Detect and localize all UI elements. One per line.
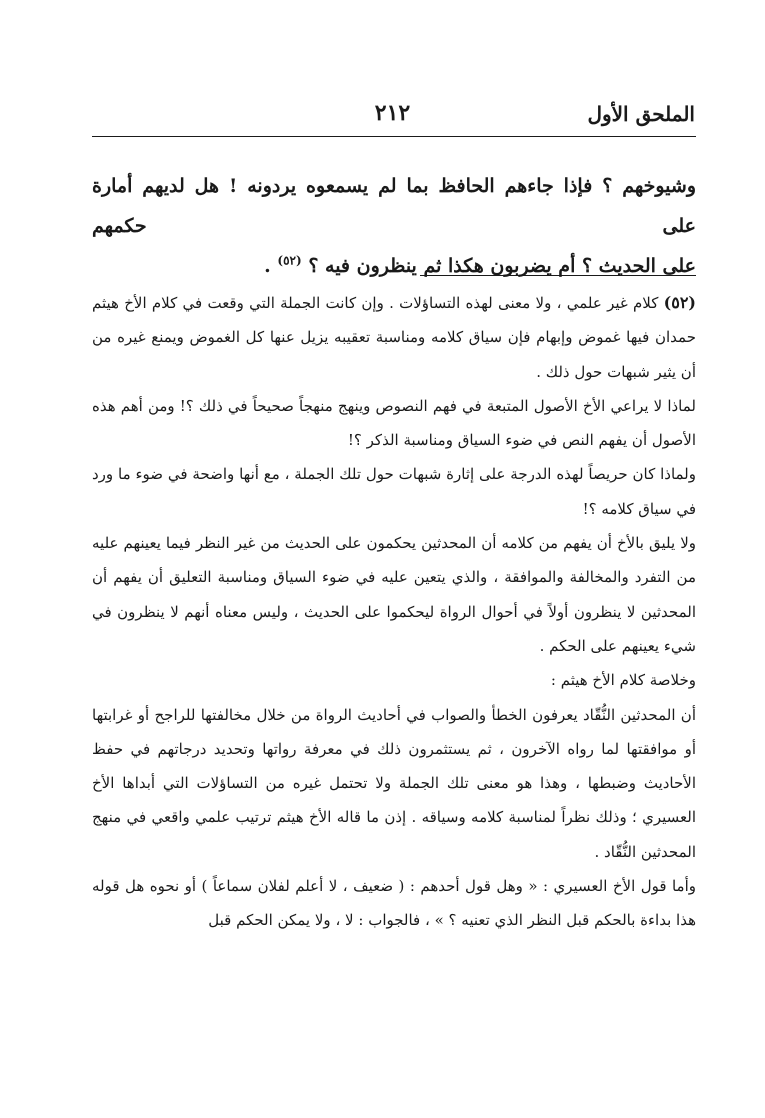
footnote-text: ولا يليق بالأخ أن يفهم من كلامه أن المحدثين يحكمون على الحديث من غير النظر فيما يعينهم عليه من التفرد والمخالفة والموافقة ، والذي يتعين عليه في ضوء السياق ومناسبة التعليق أن يفهم أن المحدثين لا ينظرون أولاً في أحوال الرواة ليحكموا على الحديث ، وليس معناه أنهم لا ينظرون في شيء يعينهم على الحكم . bbox=[92, 534, 696, 655]
footnote-paragraph bbox=[92, 663, 696, 697]
page-header bbox=[90, 100, 695, 136]
footnote-separator bbox=[420, 275, 696, 276]
footnote-paragraph bbox=[92, 698, 696, 869]
main-text-line-1: وشيوخهم ؟ فإذا جاءهم الحافظ بما لم يسمعوه يردونه ! هل لديهم أمارة على حكمهم bbox=[92, 175, 696, 237]
main-text-line bbox=[92, 246, 696, 286]
footnote-text: لماذا لا يراعي الأخ الأصول المتبعة في فهم النصوص وينهج منهجاً صحيحاً في ذلك ؟! ومن أهم هذه الأصول أن يفهم النص في ضوء السياق ومناسبة الذكر ؟! bbox=[92, 396, 696, 450]
main-text bbox=[92, 166, 696, 286]
footnote-paragraph bbox=[92, 457, 696, 526]
running-title: الملحق الأول bbox=[587, 102, 695, 126]
page-number: ٢١٢ bbox=[374, 100, 411, 126]
footnote-paragraph bbox=[92, 286, 696, 389]
main-text-period: . bbox=[264, 255, 271, 277]
header-rule bbox=[92, 136, 696, 137]
footnote-reference[interactable]: (٥٢) bbox=[277, 253, 302, 268]
footnote-text: أن المحدثين النُّقّاد يعرفون الخطأ والصواب في أحاديث الرواة من خلال مخالفتها للراجح أو غرابتها أو موافقتها لما رواه الآخرون ، ثم يستثمرون ذلك في معرفة رواتها وتحديد درجاتهم في حفظ الأحاديث وضبطها ، وهذا هو معنى تلك الجملة ولا تحتمل غيره من التساؤلات التي أبداها الأخ العسيري ؛ وذلك نظراً لمناسبة كلامه وسياقه . إذن ما قاله الأخ هيثم ترتيب علمي واقعي في منهج المحدثين النُّقّاد . bbox=[92, 705, 696, 861]
footnote-text: وأما قول الأخ العسيري : « وهل قول أحدهم : ( ضعيف ، لا أعلم لفلان سماعاً ) أو نحوه هل قوله هذا بداءة بالحكم قبل النظر الذي تعنيه ؟ » ، فالجواب : لا ، ولا يمكن الحكم قبل bbox=[92, 877, 696, 930]
footnote-marker: (٥٢) bbox=[663, 293, 696, 312]
main-text-line-2: على الحديث ؟ أم يضربون هكذا ثم ينظرون فيه ؟ bbox=[308, 255, 696, 277]
footnote-paragraph bbox=[92, 526, 696, 663]
footnote-text: ولماذا كان حريصاً لهذه الدرجة على إثارة شبهات حول تلك الجملة ، مع أنها واضحة في ضوء ما ورد في سياق كلامه ؟! bbox=[92, 465, 696, 518]
footnote-text: وخلاصة كلام الأخ هيثم : bbox=[550, 671, 696, 690]
main-text-line bbox=[92, 166, 696, 246]
footnote-block bbox=[92, 286, 696, 938]
footnote-text: كلام غير علمي ، ولا معنى لهذه التساؤلات . وإن كانت الجملة التي وقعت في كلام الأخ هيثم حمدان فيها غموض وإبهام فإن سياق كلامه ومناسبة تعقيبه يزيل عنها كل الغموض ويمنع غيره من أن يثير شبهات حول ذلك . bbox=[92, 294, 696, 381]
footnote-paragraph bbox=[92, 389, 696, 458]
footnote-paragraph bbox=[92, 869, 696, 938]
